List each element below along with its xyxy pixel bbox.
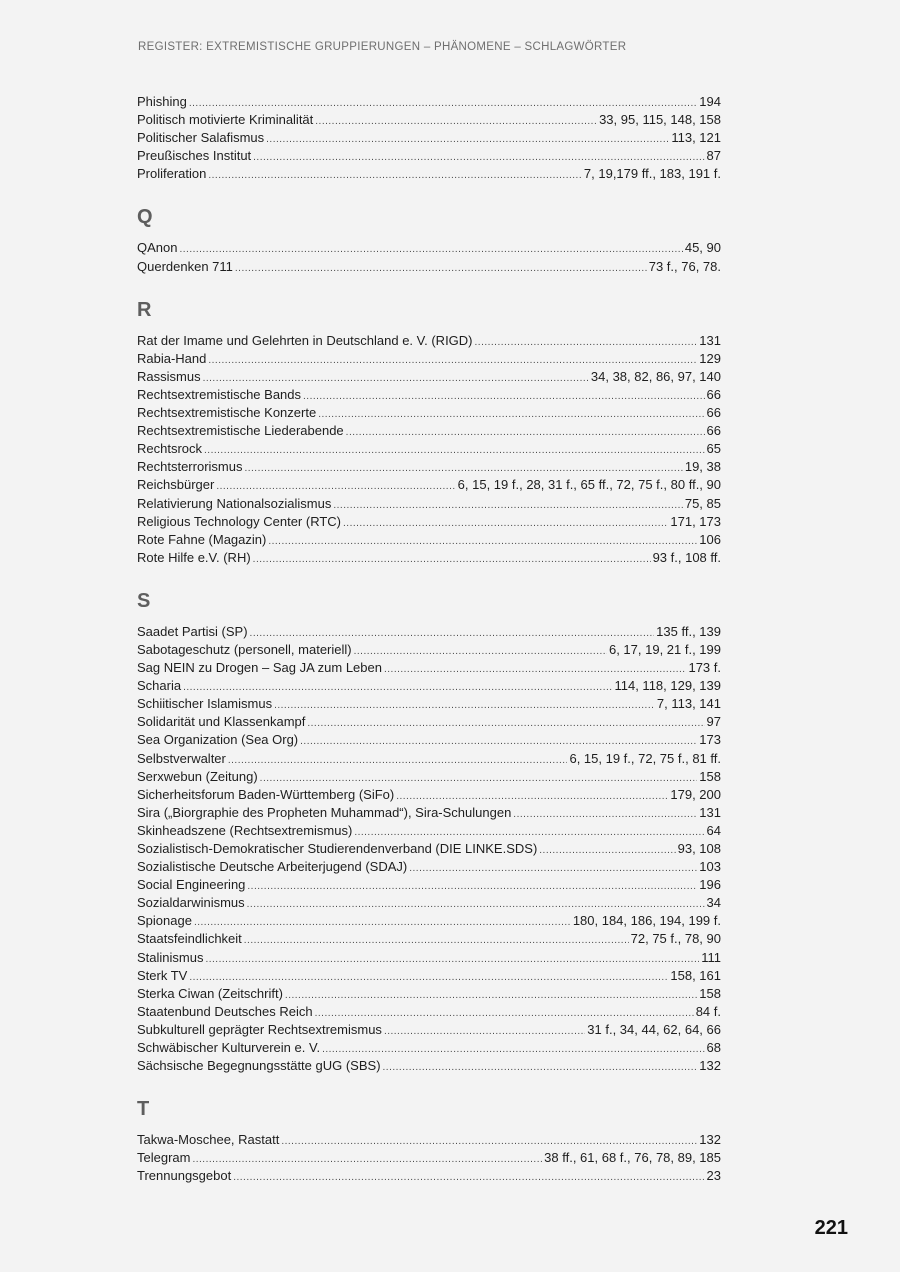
entry-term: Sea Organization (Sea Org) (137, 732, 299, 748)
index-entry (137, 129, 721, 147)
dot-leader (192, 1151, 542, 1169)
running-header: REGISTER: EXTREMISTISCHE GRUPPIERUNGEN – PHÄNOMENE – SCHLAGWÖRTER (138, 41, 627, 53)
index-entry (137, 731, 721, 749)
entry-term: Saadet Partisi (SP) (137, 623, 248, 639)
entry-term: Skinheadszene (Rechtsextremismus) (137, 822, 353, 838)
index-entry (137, 623, 721, 641)
entry-pages: 93 f., 108 ff. (652, 549, 721, 565)
entry-pages: 6, 15, 19 f., 28, 31 f., 65 ff., 72, 75 f., 80 ff., 90 (457, 477, 721, 493)
section-letter: Q (137, 206, 153, 229)
entry-term: Politischer Salafismus (137, 130, 265, 146)
entry-pages: 114, 118, 129, 139 (614, 678, 721, 694)
entry-list (137, 332, 721, 567)
entry-pages: 97 (706, 714, 721, 730)
index-section (137, 1097, 721, 1185)
index-entry (137, 239, 721, 257)
index-register (137, 93, 721, 1208)
dot-leader (315, 113, 597, 131)
entry-term: Rabia-Hand (137, 350, 207, 366)
index-entry (137, 677, 721, 695)
dot-leader (285, 987, 697, 1005)
index-entry (137, 1021, 721, 1039)
index-entry (137, 750, 721, 768)
entry-pages: 103 (699, 859, 721, 875)
section-letter: T (137, 1098, 150, 1121)
entry-pages: 158, 161 (670, 967, 721, 983)
entry-term: Phishing (137, 94, 187, 109)
entry-pages: 23 (706, 1168, 721, 1184)
index-entry (137, 422, 721, 440)
dot-leader (539, 842, 675, 860)
entry-list (137, 1131, 721, 1185)
entry-pages: 173 f. (688, 660, 721, 676)
entry-pages: 132 (699, 1058, 721, 1074)
entry-term: Sterk TV (137, 967, 188, 983)
dot-leader (253, 551, 651, 569)
entry-pages: 129 (699, 350, 721, 366)
entry-term: Sicherheitsforum Baden-Württemberg (SiFo) (137, 786, 395, 802)
entry-term: Rat der Imame und Gelehrten in Deutschland e. V. (RIGD) (137, 332, 473, 348)
entry-pages: 34 (706, 895, 721, 911)
dot-leader (205, 951, 699, 969)
entry-pages: 173 (699, 732, 721, 748)
index-entry (137, 985, 721, 1003)
entry-term: Reichsbürger (137, 477, 215, 493)
entry-pages: 73 f., 76, 78. (648, 258, 721, 274)
entry-term: Sozialdarwinismus (137, 895, 245, 911)
entry-term: Spionage (137, 913, 192, 929)
dot-leader (274, 697, 655, 715)
index-section (137, 589, 721, 1075)
entry-term: Sozialistische Deutsche Arbeiterjugend (SDAJ) (137, 859, 408, 875)
entry-term: Proliferation (137, 166, 207, 182)
index-entry (137, 440, 721, 458)
index-entry (137, 894, 721, 912)
dot-leader (513, 806, 697, 824)
index-entry (137, 332, 721, 350)
dot-leader (268, 533, 697, 551)
index-entry (137, 458, 721, 476)
dot-leader (235, 260, 647, 278)
entry-term: Politisch motivierte Kriminalität (137, 112, 314, 128)
entry-term: Rote Fahne (Magazin) (137, 531, 267, 547)
index-entry (137, 695, 721, 713)
index-entry (137, 258, 721, 276)
entry-pages: 194 (699, 94, 721, 109)
index-entry (137, 549, 721, 567)
index-entry (137, 495, 721, 513)
entry-pages: 87 (706, 148, 721, 164)
entry-term: Takwa-Moschee, Rastatt (137, 1132, 280, 1148)
index-entry (137, 858, 721, 876)
entry-term: Serxwebun (Zeitung) (137, 768, 258, 784)
entry-term: Sira („Biorgraphie des Propheten Muhammad“), Sira-Schulungen (137, 804, 512, 820)
entry-pages: 6, 17, 19, 21 f., 199 (608, 641, 721, 657)
dot-leader (354, 643, 607, 661)
index-entry (137, 476, 721, 494)
entry-pages: 7, 113, 141 (656, 696, 721, 712)
index-entry (137, 1003, 721, 1021)
dot-leader (194, 914, 571, 932)
entry-term: Sabotageschutz (personell, materiell) (137, 641, 352, 657)
entry-pages: 72, 75 f., 78, 90 (630, 931, 721, 947)
entry-term: Sächsische Begegnungsstätte gUG (SBS) (137, 1058, 381, 1074)
dot-leader (343, 515, 668, 533)
entry-term: Staatenbund Deutsches Reich (137, 1003, 313, 1019)
entry-term: QAnon (137, 240, 178, 256)
index-section (137, 93, 721, 183)
entry-term: Sozialistisch-Demokratischer Studierendenverband (DIE LINKE.SDS) (137, 841, 538, 856)
index-entry (137, 531, 721, 549)
index-entry (137, 1057, 721, 1075)
entry-list (137, 239, 721, 275)
dot-leader (204, 442, 705, 460)
entry-term: Sag NEIN zu Drogen – Sag JA zum Leben (137, 660, 382, 676)
entry-term: Scharia (137, 678, 182, 694)
entry-pages: 66 (706, 405, 721, 421)
entry-term: Stalinismus (137, 949, 204, 965)
entry-pages: 131 (699, 332, 721, 348)
dot-leader (346, 424, 705, 442)
entry-pages: 113, 121 (671, 130, 721, 146)
entry-pages: 65 (706, 441, 721, 457)
entry-pages: 158 (699, 768, 721, 784)
index-entry (137, 840, 721, 858)
entry-term: Trennungsgebot (137, 1168, 232, 1184)
entry-term: Social Engineering (137, 877, 246, 893)
index-entry (137, 967, 721, 985)
entry-list (137, 623, 721, 1075)
index-entry (137, 111, 721, 129)
entry-term: Rote Hilfe e.V. (RH) (137, 549, 251, 565)
dot-leader (228, 752, 568, 770)
entry-pages: 111 (701, 949, 721, 965)
section-letter: R (137, 298, 152, 321)
index-entry (137, 930, 721, 948)
dot-leader (244, 932, 629, 950)
index-entry (137, 368, 721, 386)
entry-pages: 38 ff., 61, 68 f., 76, 78, 89, 185 (544, 1150, 721, 1166)
index-entry (137, 912, 721, 930)
dot-leader (208, 167, 582, 185)
section-letter: S (137, 589, 151, 612)
dot-leader (318, 406, 704, 424)
index-entry (137, 1167, 721, 1185)
entry-pages: 64 (706, 822, 721, 838)
entry-term: Subkulturell geprägter Rechtsextremismus (137, 1021, 382, 1037)
index-entry (137, 659, 721, 677)
entry-pages: 179, 200 (670, 786, 721, 802)
page-number: 221 (814, 1217, 848, 1239)
entry-pages: 132 (699, 1132, 721, 1148)
index-entry (137, 1131, 721, 1149)
dot-leader (247, 878, 697, 896)
index-entry (137, 768, 721, 786)
entry-pages: 31 f., 34, 44, 62, 64, 66 (587, 1021, 721, 1037)
index-entry (137, 513, 721, 531)
entry-pages: 19, 38 (684, 459, 721, 475)
entry-pages: 66 (706, 423, 721, 439)
entry-term: Rechtsextremistische Bands (137, 386, 302, 402)
entry-term: Querdenken 711 (137, 258, 233, 274)
entry-pages: 84 f. (695, 1003, 721, 1019)
entry-pages: 66 (706, 386, 721, 402)
entry-pages: 158 (699, 985, 721, 1001)
index-entry (137, 949, 721, 967)
entry-term: Rassismus (137, 368, 201, 384)
dot-leader (233, 1169, 704, 1187)
dot-leader (475, 334, 698, 352)
index-entry (137, 1039, 721, 1057)
index-entry (137, 786, 721, 804)
dot-leader (307, 715, 704, 733)
dot-leader (383, 1059, 698, 1077)
dot-leader (266, 131, 669, 149)
index-entry (137, 1149, 721, 1167)
entry-pages: 106 (699, 531, 721, 547)
entry-pages: 45, 90 (684, 240, 721, 256)
index-entry (137, 713, 721, 731)
index-entry (137, 641, 721, 659)
entry-term: Preußisches Institut (137, 148, 252, 164)
entry-pages: 196 (699, 877, 721, 893)
entry-term: Telegram (137, 1150, 191, 1166)
entry-pages: 171, 173 (670, 513, 721, 529)
entry-pages: 6, 15, 19 f., 72, 75 f., 81 ff. (569, 750, 721, 766)
entry-term: Solidarität und Klassenkampf (137, 714, 306, 730)
entry-term: Rechtsterrorismus (137, 459, 243, 475)
entry-term: Schwäbischer Kulturverein e. V. (137, 1040, 321, 1056)
index-entry (137, 386, 721, 404)
index-entry (137, 804, 721, 822)
entry-pages: 7, 19,179 ff., 183, 191 f. (583, 166, 721, 182)
entry-list (137, 93, 721, 183)
dot-leader (384, 1023, 585, 1041)
entry-term: Schiitischer Islamismus (137, 696, 273, 712)
entry-pages: 180, 184, 186, 194, 199 f. (572, 913, 721, 929)
entry-term: Rechtsextremistische Konzerte (137, 405, 317, 421)
entry-pages: 33, 95, 115, 148, 158 (599, 112, 721, 128)
entry-term: Relativierung Nationalsozialismus (137, 495, 332, 511)
dot-leader (333, 497, 682, 515)
entry-term: Rechtsextremistische Liederabende (137, 423, 344, 439)
dot-leader (409, 860, 697, 878)
entry-term: Selbstverwalter (137, 750, 226, 766)
index-entry (137, 350, 721, 368)
index-entry (137, 822, 721, 840)
entry-pages: 135 ff., 139 (656, 623, 721, 639)
dot-leader (179, 241, 682, 259)
index-entry (137, 147, 721, 165)
entry-term: Religious Technology Center (RTC) (137, 513, 342, 529)
entry-pages: 131 (699, 804, 721, 820)
index-entry (137, 404, 721, 422)
index-entry (137, 93, 721, 111)
entry-term: Sterka Ciwan (Zeitschrift) (137, 985, 283, 1001)
entry-pages: 93, 108 (677, 841, 721, 856)
index-section (137, 205, 721, 275)
entry-term: Staatsfeindlichkeit (137, 931, 242, 947)
entry-pages: 68 (706, 1040, 721, 1056)
entry-pages: 75, 85 (684, 495, 721, 511)
dot-leader (303, 388, 705, 406)
entry-pages: 34, 38, 82, 86, 97, 140 (590, 368, 721, 384)
entry-term: Rechtsrock (137, 441, 203, 457)
index-entry (137, 876, 721, 894)
index-section (137, 298, 721, 567)
index-entry (137, 165, 721, 183)
